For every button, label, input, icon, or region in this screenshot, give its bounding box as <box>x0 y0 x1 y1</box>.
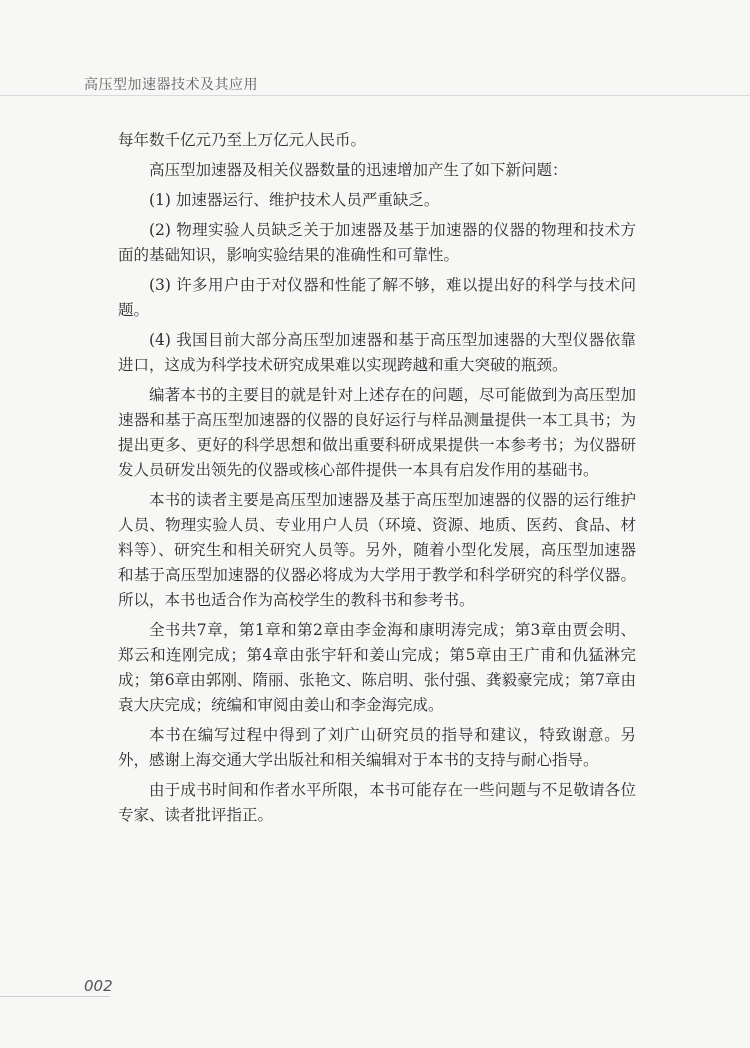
footer-divider <box>0 996 110 997</box>
running-header-title: 高压型加速器技术及其应用 <box>84 77 258 93</box>
header-divider <box>0 95 750 96</box>
paragraph-purpose: 编著本书的主要目的就是针对上述存在的问题，尽可能做到为高压型加速器和基于高压型加速器的仪器的良好运行与样品测量提供一本工具书；为提出更多、更好的科学思想和做出重要科研成果提供一本参考书；为仪器研发人员研发出领先的仪器或核心部件提供一本具有启发作用的基础书。 <box>118 386 636 479</box>
paragraph-problem-1: (1) 加速器运行、维护技术人员严重缺乏。 <box>149 191 440 209</box>
paragraph-intro-problems: 高压型加速器及相关仪器数量的迅速增加产生了如下新问题： <box>149 161 568 179</box>
paragraph-closing: 由于成书时间和作者水平所限，本书可能存在一些问题与不足敬请各位专家、读者批评指正。 <box>118 781 636 824</box>
running-header <box>0 0 750 96</box>
paragraph-continuation: 每年数千亿元乃至上万亿元人民币。 <box>118 131 367 149</box>
paragraph-readers: 本书的读者主要是高压型加速器及基于高压型加速器的仪器的运行维护人员、物理实验人员、专业用户人员（环境、资源、地质、医药、食品、材料等）、研究生和相关研究人员等。另外，随着小型化发展，高压型加速器和基于高压型加速器的仪器必将成为大学用于教学和科学研究的科学仪器。所以，本书也适合作为高校学生的教科书和参考书。 <box>118 491 636 609</box>
paragraph-chapters: 全书共7章，第1章和第2章由李金海和康明涛完成；第3章由贾会明、郑云和连刚完成；第4章由张宇轩和姜山完成；第5章由王广甫和仇猛淋完成；第6章由郭刚、隋丽、张艳文、陈启明、张付强、龚毅豪完成；第7章由袁大庆完成；统编和审阅由姜山和李金海完成。 <box>118 621 636 714</box>
paragraph-problem-2: (2) 物理实验人员缺乏关于加速器及基于加速器的仪器的物理和技术方面的基础知识，影响实验结果的准确性和可靠性。 <box>118 221 636 264</box>
paragraph-acknowledgement: 本书在编写过程中得到了刘广山研究员的指导和建议，特致谢意。另外，感谢上海交通大学出版社和相关编辑对于本书的支持与耐心指导。 <box>118 726 636 769</box>
page-number: 002 <box>84 977 113 995</box>
paragraph-problem-4: (4) 我国目前大部分高压型加速器和基于高压型加速器的大型仪器依靠进口，这成为科学技术研究成果难以实现跨越和重大突破的瓶颈。 <box>118 331 636 374</box>
paragraph-problem-3: (3) 许多用户由于对仪器和性能了解不够，难以提出好的科学与技术问题。 <box>118 276 636 319</box>
body-text <box>118 128 636 833</box>
